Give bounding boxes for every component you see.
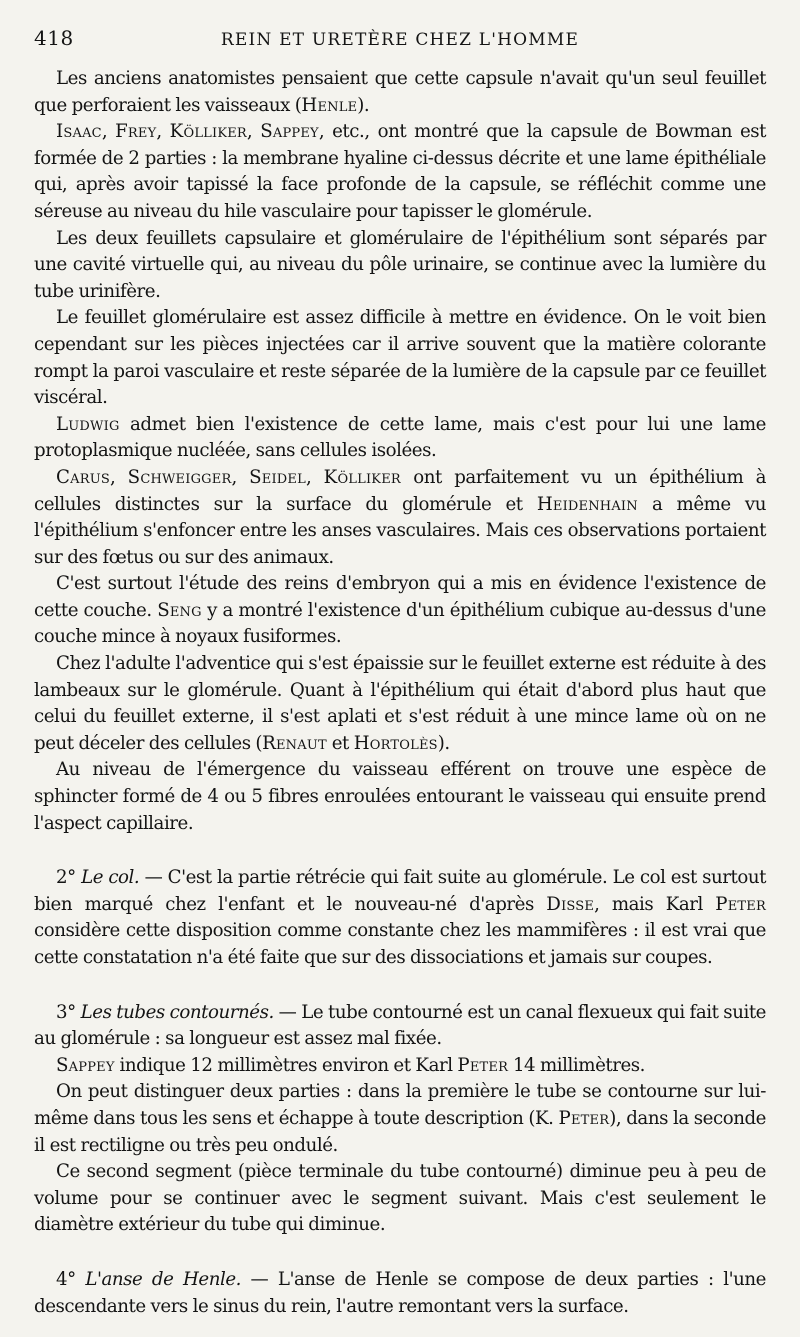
text-run: ), dans la seconde il est rectiligne ou très peu ondulé. — [34, 1107, 766, 1156]
text-run: — L'anse de Henle se compose de deux parties : l'une descendante vers le sinus du rein, l'autre remontant vers la surface. — [34, 1268, 766, 1317]
author-name: Frey — [115, 121, 157, 143]
paragraph — [34, 651, 766, 757]
section-gap — [34, 1239, 766, 1267]
section-gap — [34, 837, 766, 865]
text-run: — Le tube contourné est un canal flexueux qui fait suite au glomérule : sa longueur est assez mal fixée. — [34, 1001, 766, 1050]
text-run: 14 millimètres. — [508, 1054, 646, 1076]
text-run: et — [326, 732, 354, 754]
paragraph — [34, 412, 766, 465]
author-name: Hortolès — [353, 732, 438, 754]
text-run: , — [231, 466, 250, 488]
text-run: , — [101, 121, 116, 143]
text-run: — C'est la partie rétrécie qui fait suite au glomérule. Le col est surtout bien marqué chez l'enfant et le nouveau-né d'après — [34, 867, 766, 915]
paragraph — [34, 465, 766, 571]
text-run: On peut distinguer deux parties : dans la première le tube se contourne sur lui-même dans tous les sens et échappe à toute description (K. — [34, 1081, 766, 1129]
section-gap — [34, 972, 766, 1000]
author-name: Renaut — [262, 732, 327, 754]
body-text — [34, 66, 766, 1320]
author-name: Seidel — [249, 466, 306, 488]
text-run: y a montré l'existence d'un épithélium cubique au-dessus d'une couche mince à noyaux fusiformes. — [34, 599, 766, 648]
author-name: Seng — [157, 599, 202, 621]
paragraph — [34, 1267, 766, 1320]
text-run: Au niveau de l'émergence du vaisseau efférent on trouve une espèce de sphincter formé de 4 ou 5 fibres enroulées entourant le vaisseau qui ensuite prend l'aspect capillaire. — [34, 759, 766, 834]
paragraph — [34, 66, 766, 119]
paragraph — [34, 119, 766, 225]
page-number: 418 — [34, 26, 74, 50]
author-name: Sappey — [260, 121, 319, 143]
author-name: Ludwig — [56, 413, 120, 435]
text-run: , — [109, 466, 128, 488]
text-run: ). — [357, 94, 370, 116]
section-heading: Les tubes contournés. — [80, 1001, 274, 1023]
text-run: Chez l'adulte l'adventice qui s'est épaissie sur le feuillet externe est réduite à des lambeaux sur le glomérule. Quant à l'épithélium qui était d'abord plus haut que celui du feuillet externe, il s'est aplati et s'est réduit à une mince lame où on ne peut déceler des cellules ( — [34, 653, 766, 754]
author-name: Kölliker — [323, 466, 401, 488]
text-run: ont parfaitement vu un épithélium à cellules distinctes sur la surface du glomérule et — [34, 466, 766, 515]
text-run: considère cette disposition comme constante chez les mammifères : il est vrai que cette constatation n'a été faite que sur des dissociations et jamais sur coupes. — [34, 920, 766, 968]
author-name: Schweigger — [127, 466, 232, 488]
text-run: ). — [437, 732, 450, 754]
text-run: , mais Karl — [594, 893, 716, 915]
author-name: Henle — [301, 94, 358, 116]
author-name: Sappey — [56, 1054, 115, 1076]
text-run: indique 12 millimètres environ et Karl — [114, 1054, 458, 1076]
section-heading: L'anse de Henle. — [85, 1268, 241, 1290]
text-run: 2° — [56, 867, 82, 889]
author-name: Peter — [715, 893, 766, 915]
author-name: Isaac — [56, 121, 102, 143]
text-run: , — [246, 121, 261, 143]
author-name: Disse — [546, 893, 595, 915]
text-run: C'est surtout l'étude des reins d'embryon qui a mis en évidence l'existence de cette couche. — [34, 573, 766, 621]
text-run: , — [305, 466, 324, 488]
text-run: , etc., ont montré que la capsule de Bowman est formée de 2 parties : la membrane hyaline ci-dessus décrite et une lame épithéliale qui, après avoir tapissé la face profonde de la capsule, se réfléchit comme une séreuse au niveau du hile vasculaire pour tapisser le glomérule. — [34, 121, 766, 222]
running-head — [34, 26, 766, 54]
text-run: 3° — [56, 1001, 81, 1023]
text-run: Les deux feuillets capsulaire et glomérulaire de l'épithélium sont séparés par une cavité virtuelle qui, au niveau du pôle urinaire, se continue avec la lumière du tube urinifère. — [34, 227, 766, 302]
author-name: Peter — [457, 1054, 509, 1076]
author-name: Peter — [558, 1107, 610, 1129]
author-name: Carus — [56, 466, 110, 488]
paragraph — [34, 226, 766, 306]
paragraph — [34, 757, 766, 837]
paragraph — [34, 571, 766, 651]
text-run: Le feuillet glomérulaire est assez difficile à mettre en évidence. On le voit bien cependant sur les pièces injectées car il arrive souvent que la matière colorante rompt la paroi vasculaire et reste séparée de la lumière de la capsule par ce feuillet viscéral. — [34, 307, 766, 409]
text-run: 4° — [56, 1268, 86, 1290]
paragraph — [34, 865, 766, 971]
author-name: Heidenhain — [536, 493, 638, 515]
text-run: , — [156, 121, 170, 143]
section-heading: Le col. — [81, 867, 140, 889]
paragraph — [34, 1053, 766, 1080]
paragraph — [34, 1159, 766, 1239]
text-run: admet bien l'existence de cette lame, mais c'est pour lui une lame protoplasmique nucléée, sans cellules isolées. — [34, 413, 766, 462]
running-title: REIN ET URETÈRE CHEZ L'HOMME — [220, 30, 580, 50]
paragraph — [34, 305, 766, 411]
text-run: a même vu l'épithélium s'enfoncer entre les anses vasculaires. Mais ces observations portaient sur des fœtus ou sur des animaux. — [34, 493, 766, 568]
text-run: Ce second segment (pièce terminale du tube contourné) diminue peu à peu de volume pour se continuer avec le segment suivant. Mais c'est seulement le diamètre extérieur du tube qui diminue. — [34, 1161, 766, 1236]
author-name: Kölliker — [169, 121, 247, 143]
paragraph — [34, 1079, 766, 1159]
text-run: Les anciens anatomistes pensaient que cette capsule n'avait qu'un seul feuillet que perforaient les vaisseaux ( — [34, 68, 766, 116]
paragraph — [34, 1000, 766, 1053]
